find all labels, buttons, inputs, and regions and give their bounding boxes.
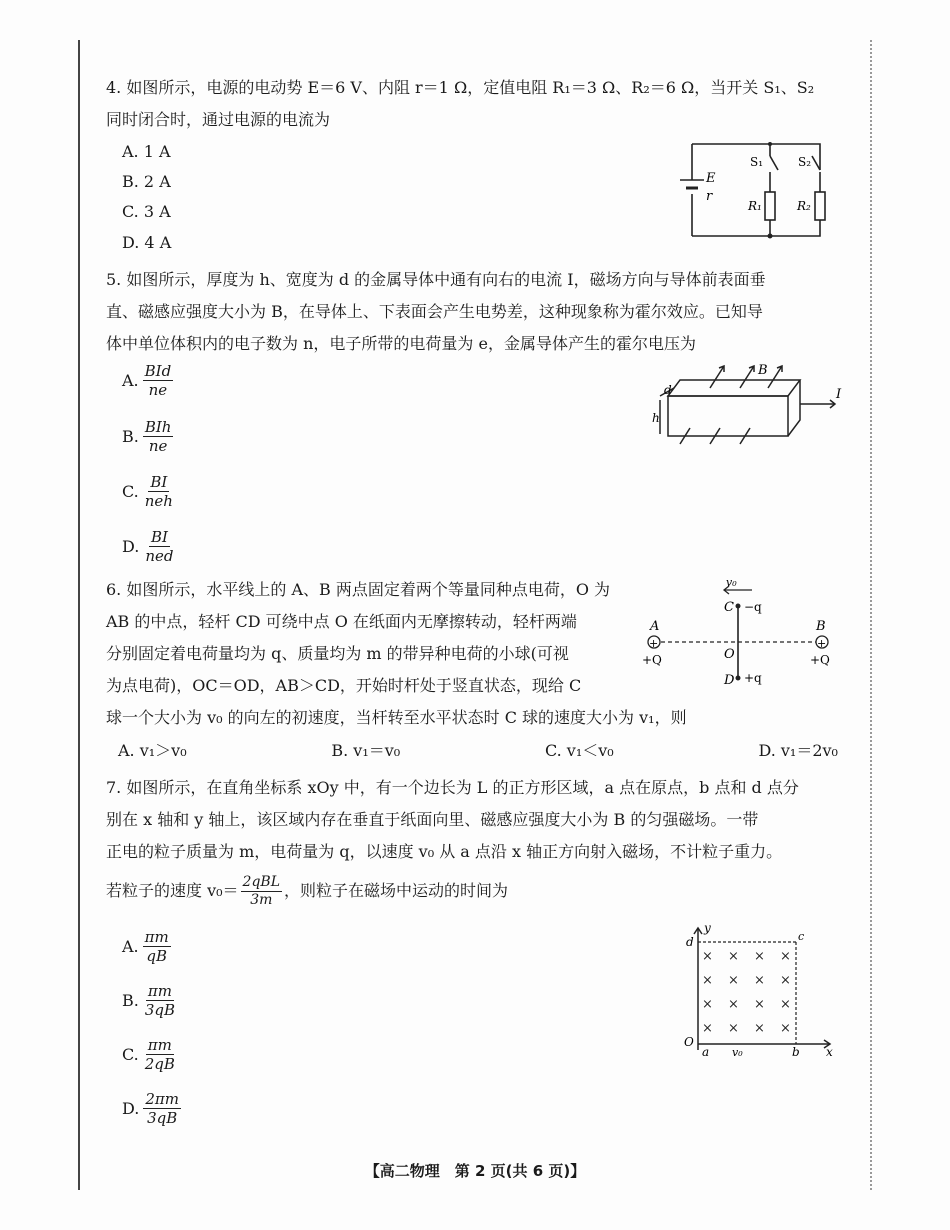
label-e: E [706,171,716,186]
label-r1: R₁ [748,199,762,213]
svg-text:O: O [724,647,735,662]
label-s2: S₂ [798,155,812,169]
q5-option-b[interactable]: B. $\frac{\text{BIh}}{ne}$ [122,418,172,455]
q7-option-c[interactable]: C. $\frac{\pi m}{2qB}$ [122,1036,175,1073]
q6-options-row [118,738,838,761]
svg-text:x: x [826,1045,833,1059]
ball-c [736,604,741,609]
q4-option-a[interactable]: A. 1 A [122,142,171,161]
q6-option-b[interactable]: B. v₁＝v₀ [331,741,401,760]
svg-text:−q: −q [744,600,762,614]
q5-option-c[interactable]: C. $\frac{BI}{\text{neh}}$ [122,473,173,510]
fraction: $\frac{\text{BIh}}{ne}$ [144,418,172,455]
q6-option-c[interactable]: C. v₁＜v₀ [544,741,614,760]
svg-text:×: × [754,973,765,988]
question-5-stem: 5. 如图所示，厚度为 h、宽度为 d 的金属导体中通有向右的电流 I，磁场方向与导体前表面垂 直、磁感应强度大小为 B，在导体上、下表面会产生电势差，这种现象称为霍尔效应。已知导 体中单位体积内的电子数为 n，电子所带的电荷量为 e，金属导体产生的霍尔电压为 [106,270,766,353]
svg-text:×: × [702,997,713,1012]
right-edge-dashes [870,40,872,1190]
svg-text:×: × [728,997,739,1012]
label-d: d [664,383,672,397]
fraction: $\frac{BI}{\text{neh}}$ [144,473,173,510]
svg-text:×: × [702,973,713,988]
label-h: h [652,411,660,425]
svg-text:a: a [702,1045,710,1059]
question-6-stem: 6. 如图所示，水平线上的 A、B 两点固定着两个等量同种点电荷，O 为 AB 的中点，轻杆 CD 可绕中点 O 在纸面内无摩擦转动，轻杆两端 分别固定着电荷量均为 q、质量均为 m 的带异种电荷的小球(可视 为点电荷)，OC＝OD，AB＞CD，开始时杆处于竖直状态，现给 C 球一个大小为 v₀ 的向左的初速度，当杆转至水平状态时 C 球的速度大小为 v₁，则 [106,580,687,727]
svg-text:×: × [728,1021,739,1036]
svg-text:×: × [780,997,791,1012]
svg-text:v₀: v₀ [732,1046,743,1059]
svg-text:×: × [728,973,739,988]
q5-option-d[interactable]: D. $\frac{BI}{\text{ned}}$ [122,528,174,565]
q4-option-d[interactable]: D. 4 A [122,233,172,252]
svg-text:×: × [780,949,791,964]
fraction: $\frac{BI}{\text{ned}}$ [145,528,174,565]
q4-option-c[interactable]: C. 3 A [122,202,171,221]
svg-text:+Q: +Q [642,653,662,667]
binding-margin-line [78,40,80,1190]
svg-text:v₀: v₀ [726,576,737,589]
svg-text:C: C [724,600,734,615]
label-b: B [758,363,768,378]
label-i: I [836,387,842,402]
label-r: r [706,189,713,204]
page-footer: 【高二物理 第 2 页(共 6 页)】 [364,1162,586,1180]
q7-option-d[interactable]: D. $\frac{2\pi m}{3qB}$ [122,1090,179,1127]
svg-text:×: × [728,949,739,964]
svg-text:A: A [650,619,660,634]
svg-text:×: × [754,997,765,1012]
svg-text:c: c [798,930,805,943]
q4-circuit-diagram [670,130,840,248]
svg-text:+: + [649,637,659,650]
q7-option-a[interactable]: A. $\frac{\pi m}{qB}$ [122,928,169,965]
svg-text:D: D [724,673,735,688]
fraction: $\frac{2\pi m}{3qB}$ [145,1090,179,1127]
q6-option-d[interactable]: D. v₁＝2v₀ [758,741,838,760]
svg-text:O: O [684,1035,694,1049]
svg-text:b: b [792,1045,800,1059]
fraction: $\frac{\pi m}{3qB}$ [144,982,176,1019]
svg-text:B: B [816,619,826,634]
q5-hall-effect-diagram [650,360,850,450]
q7-option-b[interactable]: B. $\frac{\pi m}{3qB}$ [122,982,176,1019]
svg-text:×: × [780,973,791,988]
question-4-stem: 4. 如图所示，电源的电动势 E＝6 V、内阻 r＝1 Ω，定值电阻 R₁＝3 Ω、R₂＝6 Ω，当开关 S₁、S₂ 同时闭合时，通过电源的电流为 [106,78,815,129]
q6-charge-diagram [638,572,838,702]
velocity-fraction: $\frac{\text{2qBL}}{3m}$ [242,874,281,908]
junction-dot [768,234,773,239]
svg-text:×: × [754,949,765,964]
fraction: $\frac{\pi m}{qB}$ [144,928,169,965]
question-7-stem: 7. 如图所示，在直角坐标系 xOy 中，有一个边长为 L 的正方形区域，a 点在原点，b 点和 d 点分 别在 x 轴和 y 轴上，该区域内存在垂直于纸面向里、磁感应强度大小为 B 的匀强磁场。一带 正电的粒子质量为 m，电荷量为 q，以速度 v₀ 从 a 点沿 x 轴正方向射入磁场，不计粒子重力。 若粒子的速度 v₀＝ $\frac{\text{2qBL}}{3m}$ ，则粒子在磁场中运动的时间为 [106,778,799,908]
junction-dot [768,142,772,146]
field-marks [702,949,791,1036]
svg-text:y: y [704,921,711,935]
svg-text:×: × [754,1021,765,1036]
svg-text:d: d [686,935,694,949]
q4-option-b[interactable]: B. 2 A [122,172,171,191]
svg-text:×: × [702,1021,713,1036]
q6-option-a[interactable]: A. v₁＞v₀ [118,741,187,760]
fraction: $\frac{\pi m}{2qB}$ [144,1036,175,1073]
ball-d [736,676,741,681]
svg-text:+: + [817,637,827,650]
label-s1: S₁ [750,155,764,169]
q5-option-a[interactable]: A. $\frac{\text{BId}}{ne}$ [122,362,172,399]
label-r2: R₂ [797,199,811,213]
svg-text:+q: +q [744,671,762,685]
fraction: $\frac{\text{BId}}{ne}$ [144,362,172,399]
svg-text:×: × [702,949,713,964]
q7-magnetic-field-diagram [680,920,840,1060]
svg-text:+Q: +Q [810,653,830,667]
svg-text:×: × [780,1021,791,1036]
